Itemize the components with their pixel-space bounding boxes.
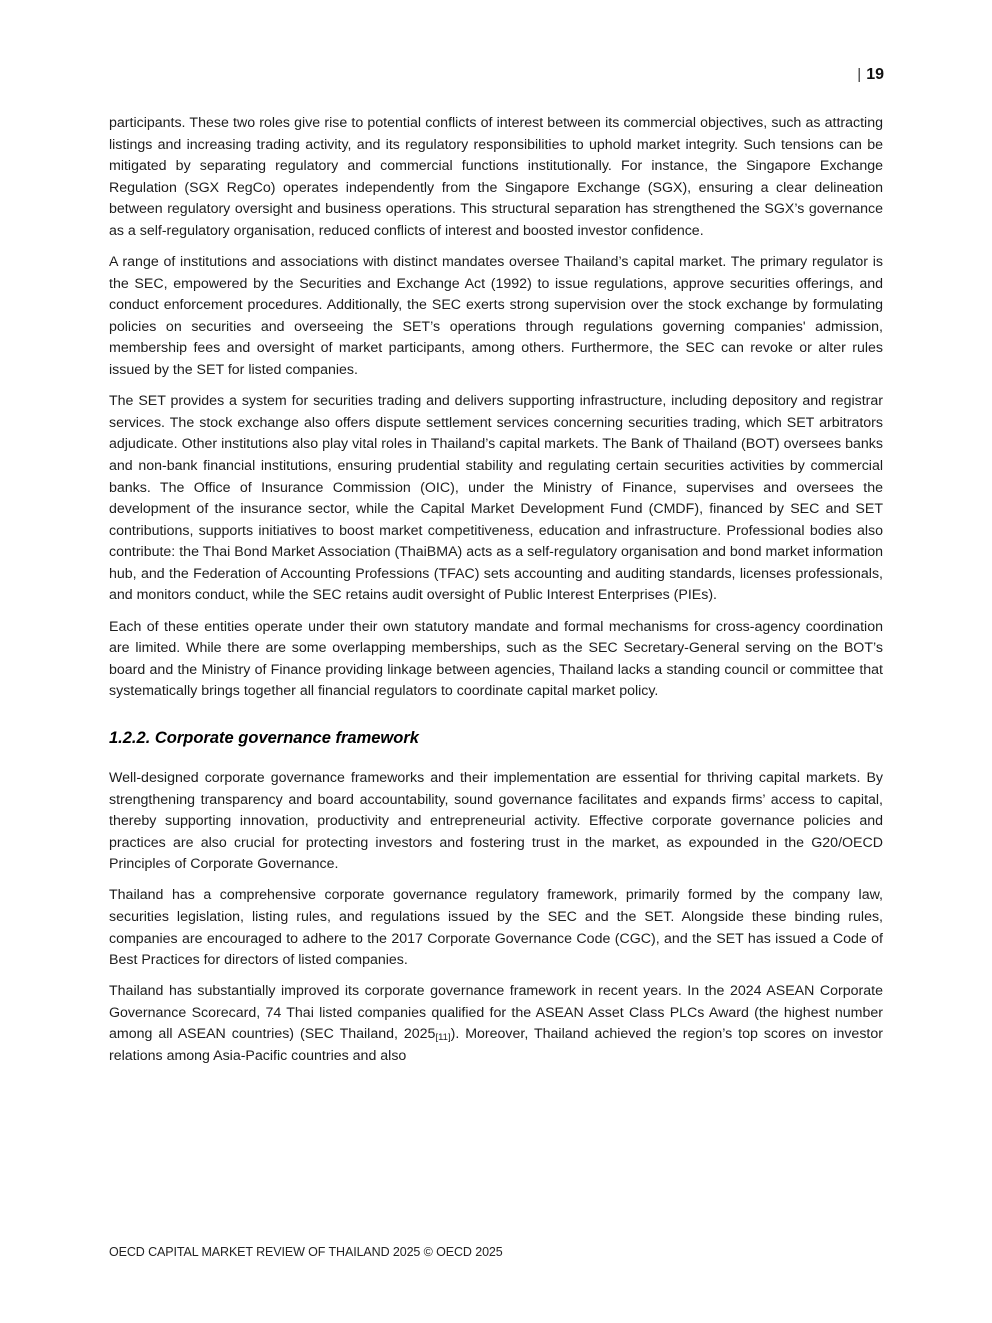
page-number-value: 19 [866,66,884,83]
paragraph-sgx-separation: participants. These two roles give rise to potential conflicts of interest between its commercial objectives, such as attracting listings and increasing trading activity, and its regulatory responsibilities to uphold market integrity. Such tensions can be mitigated by separating regulatory and commercial functions institutionally. For instance, the Singapore Exchange Regulation (SGX RegCo) operates independently from the Singapore Exchange (SGX), ensuring a clear delineation between regulatory oversight and business operations. This structural separation has strengthened the SGX’s governance as a self-regulatory organisation, reduced conflicts of interest and boosted investor confidence. [109,115,883,239]
paragraph-cg-improvement [109,981,883,1067]
paragraph-thai-institutions: A range of institutions and associations with distinct mandates oversee Thailand’s capital market. The primary regulator is the SEC, empowered by the Securities and Exchange Act (1992) to issue regulations, approve securities offerings, and conduct enforcement procedures. Additionally, the SEC exerts strong supervision over the stock exchange by formulating policies on securities and overseeing the SET’s operations through regulations governing companies' admission, membership fees and oversight of market participants, among others. Furthermore, the SEC can revoke or alter rules issued by the SET for listed companies. [109,254,883,379]
page-number-separator: | [857,66,862,83]
paragraph-cg-importance: Well-designed corporate governance frameworks and their implementation are essential for thriving capital markets. By strengthening transparency and board accountability, sound governance facilitates and expands firms’ access to capital, thereby supporting innovation, productivity and entrepreneurial activity. Effective corporate governance policies and practices are also crucial for protecting investors and fostering trust in the market, as expounded in the G20/OECD Principles of Corporate Governance. [109,769,883,873]
page-body [109,113,883,1077]
paragraph-coordination: Each of these entities operate under their own statutory mandate and formal mechanisms for cross-agency coordination are limited. While there are some overlapping memberships, such as the SEC Secretary-General serving on the BOT’s board and the Ministry of Finance providing linkage between agencies, Thailand lacks a standing council or committee that systematically brings together all financial regulators to coordinate capital market policy. [109,618,883,700]
paragraph-text-continued: ). Moreover, Thailand achieved the region’s top scores on investor relations among Asia-Pacific countries and also [109,1026,883,1065]
page-number [857,66,884,84]
section-heading: 1.2.2. Corporate governance framework [109,728,419,747]
paragraph-text: Thailand has substantially improved its corporate governance framework in recent years. In the 2024 ASEAN Corporate Governance Scorecard, 74 Thai listed companies qualified for the ASEAN Asset Class PLCs Award (the highest number among all ASEAN countries) (SEC Thailand, 2025 [109,983,883,1043]
paragraph-set-role: The SET provides a system for securities trading and delivers supporting infrastructure, including depository and registrar services. The stock exchange also offers dispute settlement services concerning securities trading, which SET arbitrators adjudicate. Other institutions also play vital roles in Thailand’s capital markets. The Bank of Thailand (BOT) oversees banks and non-bank financial institutions, ensuring prudential stability and regulating certain securities activities by commercial banks. The Office of Insurance Commission (OIC), under the Ministry of Finance, supervises and oversees the development of the insurance sector, while the Capital Market Development Fund (CMDF), financed by SEC and SET contributions, supports initiatives to boost market competitiveness, education and infrastructure. Professional bodies also contribute: the Thai Bond Market Association (ThaiBMA) acts as a self-regulatory organisation and bond market information hub, and the Federation of Accounting Professions (TFAC) sets accounting and auditing standards, licenses professionals, and monitors conduct, while the SEC retains audit oversight of Public Interest Enterprises (PIEs). [109,393,883,604]
reference-link[interactable]: [11] [435,1032,451,1044]
page-footer: OECD CAPITAL MARKET REVIEW OF THAILAND 2025 © OECD 2025 [109,1245,503,1259]
paragraph-cg-framework: Thailand has a comprehensive corporate governance regulatory framework, primarily formed by the company law, securities legislation, listing rules, and regulations issued by the SEC and the SET. Alongside these binding rules, companies are encouraged to adhere to the 2017 Corporate Governance Code (CGC), and the SET has issued a Code of Best Practices for directors of listed companies. [109,887,883,969]
